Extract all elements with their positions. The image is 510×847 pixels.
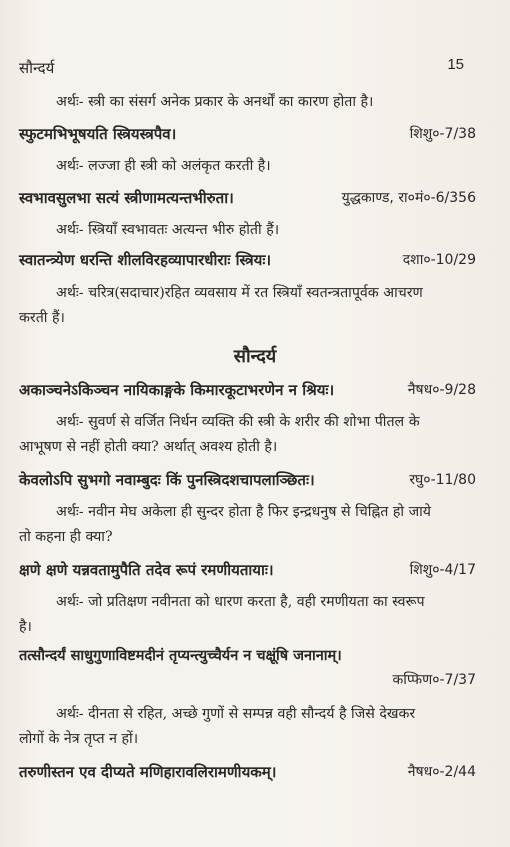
verse-reference: नैषध०-2/44 — [407, 764, 476, 780]
page-number: 15 — [447, 56, 464, 73]
meaning-line: है। — [19, 619, 32, 635]
verse-line: स्फुटमभिभूषयति स्त्रियस्त्रपैव। — [19, 125, 177, 143]
verse-reference: शिशु०-7/38 — [409, 126, 476, 142]
section-heading: सौन्दर्य — [233, 346, 277, 367]
meaning-line: अर्थः- स्त्रियाँ स्वभावतः अत्यन्त भीरु होती हैं। — [56, 222, 280, 238]
verse-line: तत्सौन्दर्यं साधुगुणाविष्टमदीनं तृप्यन्त्युच्चैर्यन न चक्षूंषि जनानाम्। — [19, 647, 342, 664]
meaning-line: अर्थः- लज्जा ही स्त्री को अलंकृत करती है। — [56, 158, 271, 174]
verse-reference: शिशु०-4/17 — [409, 562, 476, 578]
verse-reference: युद्धकाण्ड, रा०मं०-6/356 — [341, 190, 476, 206]
verse-line: अकाञ्चनेऽकिञ्चन नायिकाङ्गके किमारकूटाभरणेन न श्रियः। — [19, 381, 335, 399]
verse-reference: दशा०-10/29 — [402, 252, 476, 268]
meaning-line: अर्थः- सुवर्ण से वर्जित निर्धन व्यक्ति की स्त्री के शरीर की शोभा पीतल के — [56, 414, 420, 430]
running-header-title: सौन्दर्य — [19, 59, 55, 77]
verse-line: क्षणे क्षणे यन्नवतामुपैति तदेव रूपं रमणीयतायाः। — [19, 561, 274, 579]
meaning-line: अर्थः- दीनता से रहित, अच्छे गुणों से सम्पन्न वही सौन्दर्य है जिसे देखकर — [56, 706, 416, 722]
verse-reference: कप्फिण०-7/37 — [392, 672, 476, 688]
verse-reference: नैषध०-9/28 — [407, 382, 476, 398]
meaning-line: तो कहना ही क्या? — [19, 529, 113, 545]
meaning-line: अर्थः- स्त्री का संसर्ग अनेक प्रकार के अनर्थों का कारण होता है। — [56, 94, 374, 110]
meaning-line: लोगों के नेत्र तृप्त न हों। — [19, 731, 139, 747]
verse-line: स्वातन्त्र्येण धरन्ति शीलविरहव्यापारधीराः स्त्रियः। — [19, 251, 272, 269]
verse-line: तरुणीस्तन एव दीप्यते मणिहारावलिरामणीयकम्। — [19, 763, 277, 781]
meaning-line: अर्थः- जो प्रतिक्षण नवीनता को धारण करता है, वही रमणीयता का स्वरूप — [56, 594, 425, 610]
meaning-line: अर्थः- चरित्र(सदाचार)रहित व्यवसाय में रत स्त्रियाँ स्वतन्त्रतापूर्वक आचरण — [56, 285, 423, 301]
verse-line: केवलोऽपि सुभगो नवाम्बुदः किं पुनस्त्रिदशचापलाञ्छितः। — [19, 471, 315, 489]
verse-reference: रघु०-11/80 — [409, 472, 476, 488]
meaning-line: अर्थः- नवीन मेघ अकेला ही सुन्दर होता है फिर इन्द्रधनुष से चिह्नित हो जाये — [56, 504, 432, 520]
meaning-line: आभूषण से नहीं होती क्या? अर्थात् अवश्य होती है। — [19, 439, 278, 455]
verse-line: स्वभावसुलभा सत्यं स्त्रीणामत्यन्तभीरुता। — [19, 189, 234, 207]
meaning-line: करती हैं। — [19, 310, 65, 326]
